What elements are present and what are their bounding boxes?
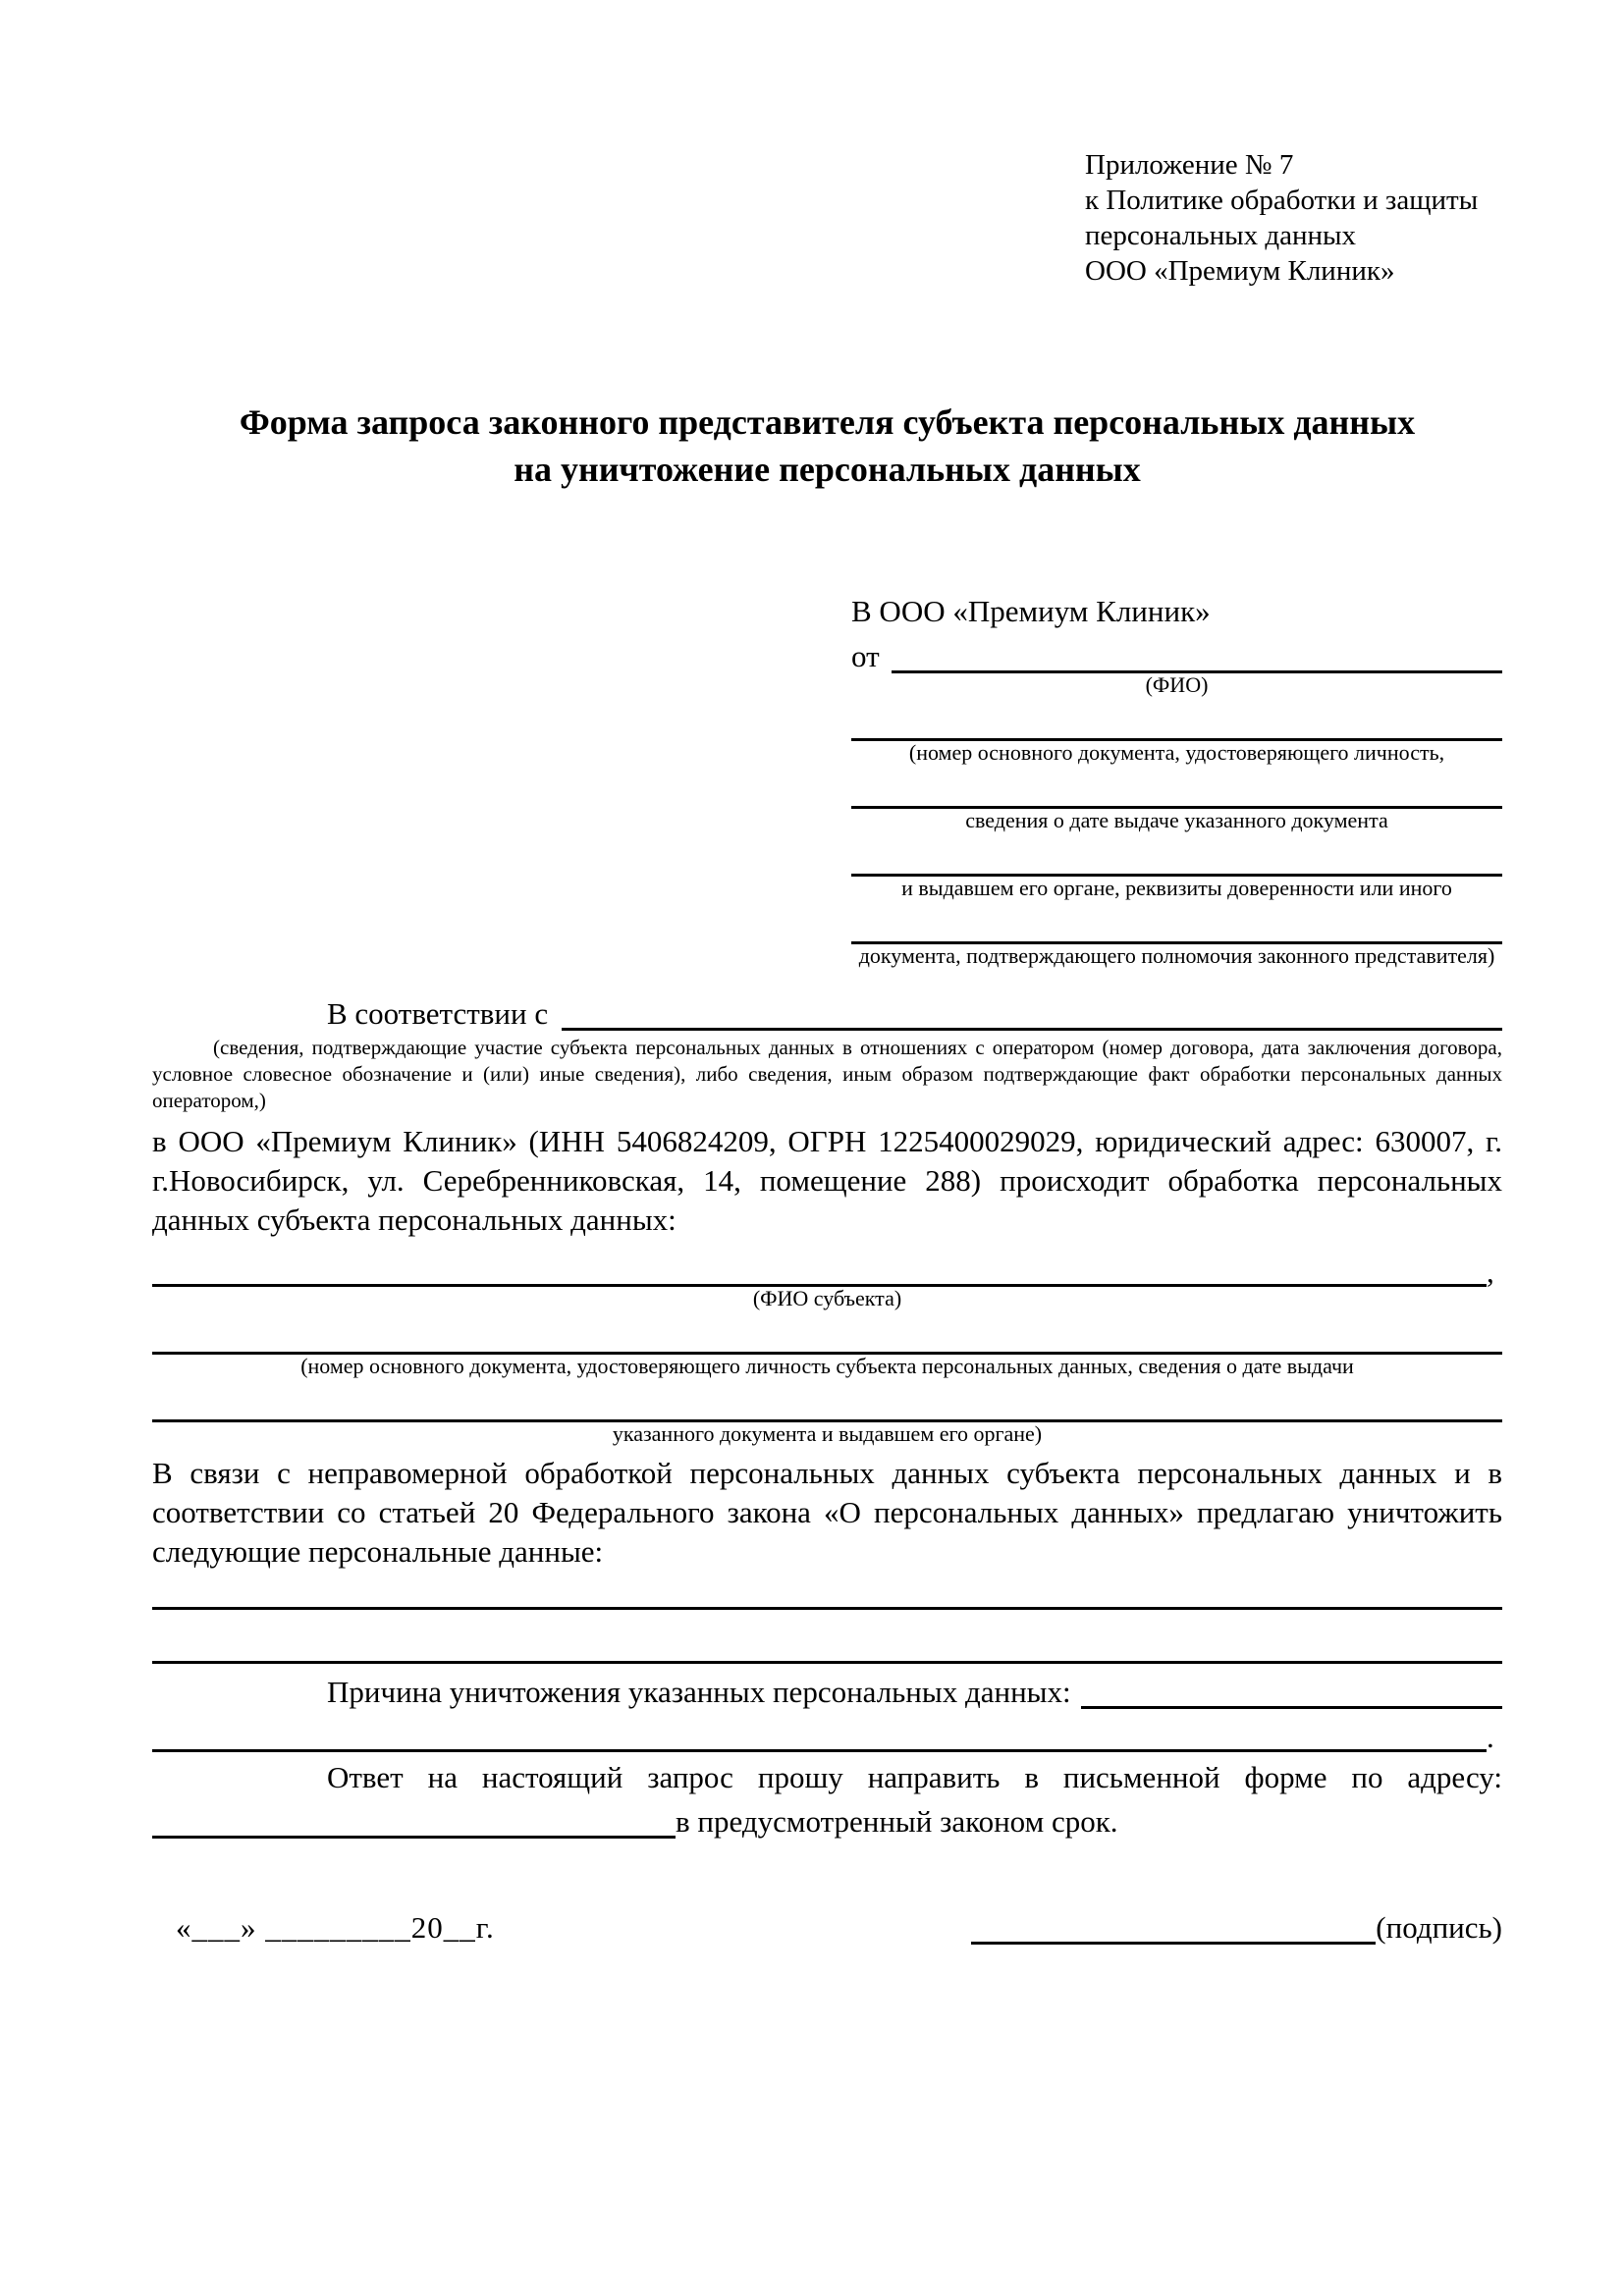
data-to-destroy-blank-line [152,1572,1502,1610]
from-row [851,632,1502,673]
trailing-comma: , [1487,1255,1494,1289]
representative-doc-blank-line [851,900,1502,944]
addressee-to: В ООО «Премиум Клиник» [851,594,1211,628]
subject-doc-blank-line [152,1378,1502,1422]
representative-doc-blank-line [851,765,1502,809]
date-blank: «___» _________20__г. [176,1910,495,1945]
subject-fio-caption: (ФИО субъекта) [752,1286,902,1310]
representative-doc-blank-line [851,697,1502,741]
trailing-period: . [1487,1720,1494,1754]
accordance-label: В соответствии с [327,996,549,1031]
document-title [152,399,1502,493]
address-blank-line [152,1797,676,1839]
representative-doc-caption: и выдавшем его органе, реквизиты доверенности или иного [901,876,1452,900]
annex-header-line: ООО «Премиум Клиник» [1085,255,1395,287]
addressee-block [851,591,1502,968]
fio-caption: (ФИО) [1145,672,1209,697]
signature-caption: (подпись) [1376,1910,1502,1945]
data-to-destroy-blank-line [152,1610,1502,1664]
accordance-footnote: (сведения, подтверждающие участие субъекта персональных данных в отношениях с оператором (номер договора, дата заключения договора, условное словесное обозначение и (или) иные сведения), либо сведения, иным образом подтверждающие факт обработки персональных данных оператором,) [152,1036,1502,1112]
signature-blank-line [971,1902,1376,1945]
document-title-line: на уничтожение персональных данных [514,450,1141,489]
unlawful-processing-paragraph: В связи с неправомерной обработкой персональных данных субъекта персональных данных и в соответствии со статьей 20 Федерального закона «О персональных данных» предлагаю уничтожить следующие персональные данные: [152,1456,1502,1569]
footer-row [152,1901,1502,1945]
operator-paragraph: в ООО «Премиум Клиник» (ИНН 5406824209, ОГРН 1225400029029, юридический адрес: 630007, г. г.Новосибирск, ул. Серебренниковская, 14, помещение 288) происходит обработка персональных данных субъекта персональных данных: [152,1124,1502,1237]
reason-continuation-row [152,1709,1502,1752]
representative-doc-blank-line [851,832,1502,877]
subject-doc-caption: указанного документа и выдавшем его органе) [612,1421,1043,1446]
representative-doc-caption: (номер основного документа, удостоверяющего личность, [908,740,1445,765]
subject-fio-row [152,1244,1502,1287]
signature-block [971,1902,1502,1945]
document-body [152,988,1502,1839]
accordance-blank-line [562,1028,1502,1031]
representative-doc-caption: сведения о дате выдаче указанного документа [965,808,1388,832]
annex-header-line: к Политике обработки и защиты [1085,185,1479,216]
document-title-line: Форма запроса законного представителя субъекта персональных данных [239,402,1416,442]
reason-blank-line [152,1749,1487,1752]
annex-header-line: Приложение № 7 [1085,149,1294,181]
from-label: от [851,639,880,673]
answer-tail-text: в предусмотренный законом срок. [676,1804,1118,1839]
answer-request-paragraph: Ответ на настоящий запрос прошу направить в письменной форме по адресу: [327,1760,1502,1794]
annex-header-line: персональных данных [1085,220,1357,251]
subject-doc-blank-line [152,1310,1502,1355]
answer-address-row [152,1797,1502,1839]
subject-doc-caption: (номер основного документа, удостоверяющего личность субъекта персональных данных, сведения о дате выдачи [300,1354,1354,1378]
reason-blank-line [1081,1706,1502,1709]
accordance-row [152,988,1502,1031]
reason-row [152,1664,1502,1709]
reason-label: Причина уничтожения указанных персональных данных: [327,1675,1071,1709]
annex-header [1085,147,1502,289]
representative-doc-caption: документа, подтверждающего полномочия законного представителя) [858,943,1495,968]
